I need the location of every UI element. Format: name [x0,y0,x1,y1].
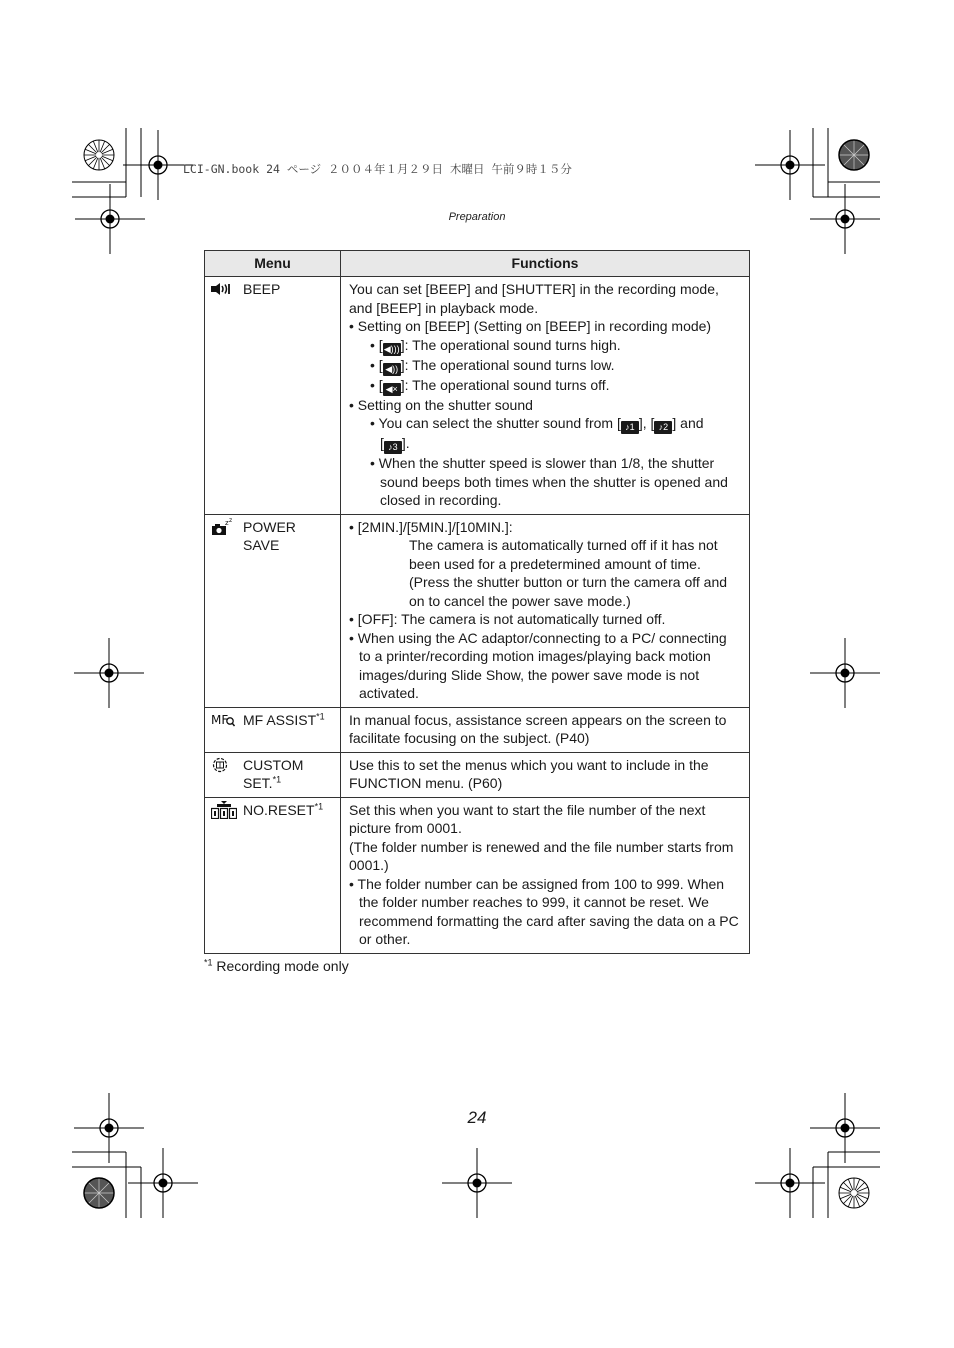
shutter-sound-2-icon: ♪2 [654,421,672,434]
table-row [205,797,750,953]
svg-text:z: z [229,517,233,524]
table-row [205,707,750,752]
beep-setting-heading: • Setting on [BEEP] (Setting on [BEEP] in recording mode) [349,318,712,334]
table-row [205,514,750,707]
menu-label-power-save: POWER SAVE [243,518,296,553]
menu-cell [205,707,341,752]
no-reset-range-note: • The folder number can be assigned from 100 to 999. When the folder number reaches to 999, it cannot be reset. We recommend formatting the card after saving the data on a PC or other. [349,875,739,947]
menu-label-mf-assist [237,711,325,730]
footnote-mark: *1 [204,957,213,968]
camera-sleep-icon [211,518,237,536]
menu-label-no-reset [237,801,323,820]
shutter-and-text: ] and [672,415,704,431]
beep-off-text: ]: The operational sound turns off. [400,376,610,393]
footnote-mark: *1 [272,774,282,785]
footnote-mark: *1 [316,710,325,721]
menu-label-beep: BEEP [243,281,281,297]
functions-cell [341,514,750,707]
svg-text:MF: MF [211,712,229,727]
no-reset-text: NO.RESET [243,801,315,818]
beep-low-text: ]: The operational sound turns low. [400,356,615,373]
no-reset-folder-note: (The folder number is renewed and the file number starts from 0001.) [349,838,734,873]
mf-assist-text: MF ASSIST [243,711,317,728]
footnote-mark: *1 [314,800,324,811]
menu-cell [205,277,341,515]
shutter-select-text: • You can select the shutter sound from [ [370,415,621,431]
footnote [204,958,349,974]
functions-cell [341,277,750,515]
footnote-text: Recording mode only [212,958,349,974]
table-header-row [205,251,750,277]
speaker-icon [211,280,237,298]
menu-cell [205,797,341,953]
table-row [205,277,750,515]
power-save-description: The camera is automatically turned off if it has not been used for a predetermined amount of time. (Press the shutter button or turn the camera off and on to cancel the power save mode.) [409,537,728,609]
shutter-sound-3-icon: ♪3 [384,441,402,454]
shutter-slow-note: • When the shutter speed is slower than 1/8, the shutter sound beeps both times when the shutter is opened and closed in recording. [370,455,728,508]
file-number-icon [211,801,237,819]
mf-magnifier-icon [211,711,237,729]
power-save-options: • [2MIN.]/[5MIN.]/[10MIN.]: [349,518,513,535]
svg-text:z: z [225,518,229,527]
functions-cell [341,707,750,752]
power-save-off: • [OFF]: The camera is not automatically turned off. [349,611,666,627]
menu-label-custom-set [237,756,336,793]
beep-off-item: • [ ◀× ]: The operational sound turns off. [370,376,610,394]
menu-functions-table [204,250,750,954]
table-row [205,752,750,797]
custom-set-text: CUSTOM SET. [243,756,304,791]
beep-high-icon: ◀))) [383,343,400,354]
print-header: LCI-GN.book 24 ページ ２００４年１月２９日 木曜日 午前９時１５分 [183,162,572,176]
beep-description: You can set [BEEP] and [SHUTTER] in the recording mode, and [BEEP] in playback mode. [349,281,719,316]
custom-gear-icon [211,756,237,774]
beep-high-text: ]: The operational sound turns high. [400,336,621,353]
functions-cell [341,752,750,797]
beep-low-item: • [ ◀)) ]: The operational sound turns low. [370,356,615,374]
functions-column-header: Functions [341,251,750,277]
power-save-note: • When using the AC adaptor/connecting to a PC/ connecting to a printer/recording motion images/playing back motion images/during Slide Show, the power save mode is not activated. [349,629,727,701]
shutter-select-item: • You can select the shutter sound from [ ♪1 ], [ ♪2 ] and [ ♪3 ]. [370,415,704,452]
shutter-sound-1-icon: ♪1 [621,421,639,434]
beep-low-icon: ◀)) [383,363,401,376]
page-number: 24 [467,1108,487,1127]
section-title: Preparation [448,211,506,223]
menu-column-header: Menu [205,251,341,277]
no-reset-description: Set this when you want to start the file number of the next picture from 0001. [349,801,706,836]
shutter-heading: • Setting on the shutter sound [349,396,533,413]
custom-set-description: Use this to set the menus which you want to include in the FUNCTION menu. (P60) [349,756,709,791]
menu-cell [205,514,341,707]
beep-high-item: • [◀)))]: The operational sound turns high. [370,336,621,354]
mf-assist-description: In manual focus, assistance screen appears on the screen to facilitate focusing on the subject. (P40) [349,711,727,746]
beep-off-icon: ◀× [383,383,401,396]
menu-cell [205,752,341,797]
functions-cell [341,797,750,953]
